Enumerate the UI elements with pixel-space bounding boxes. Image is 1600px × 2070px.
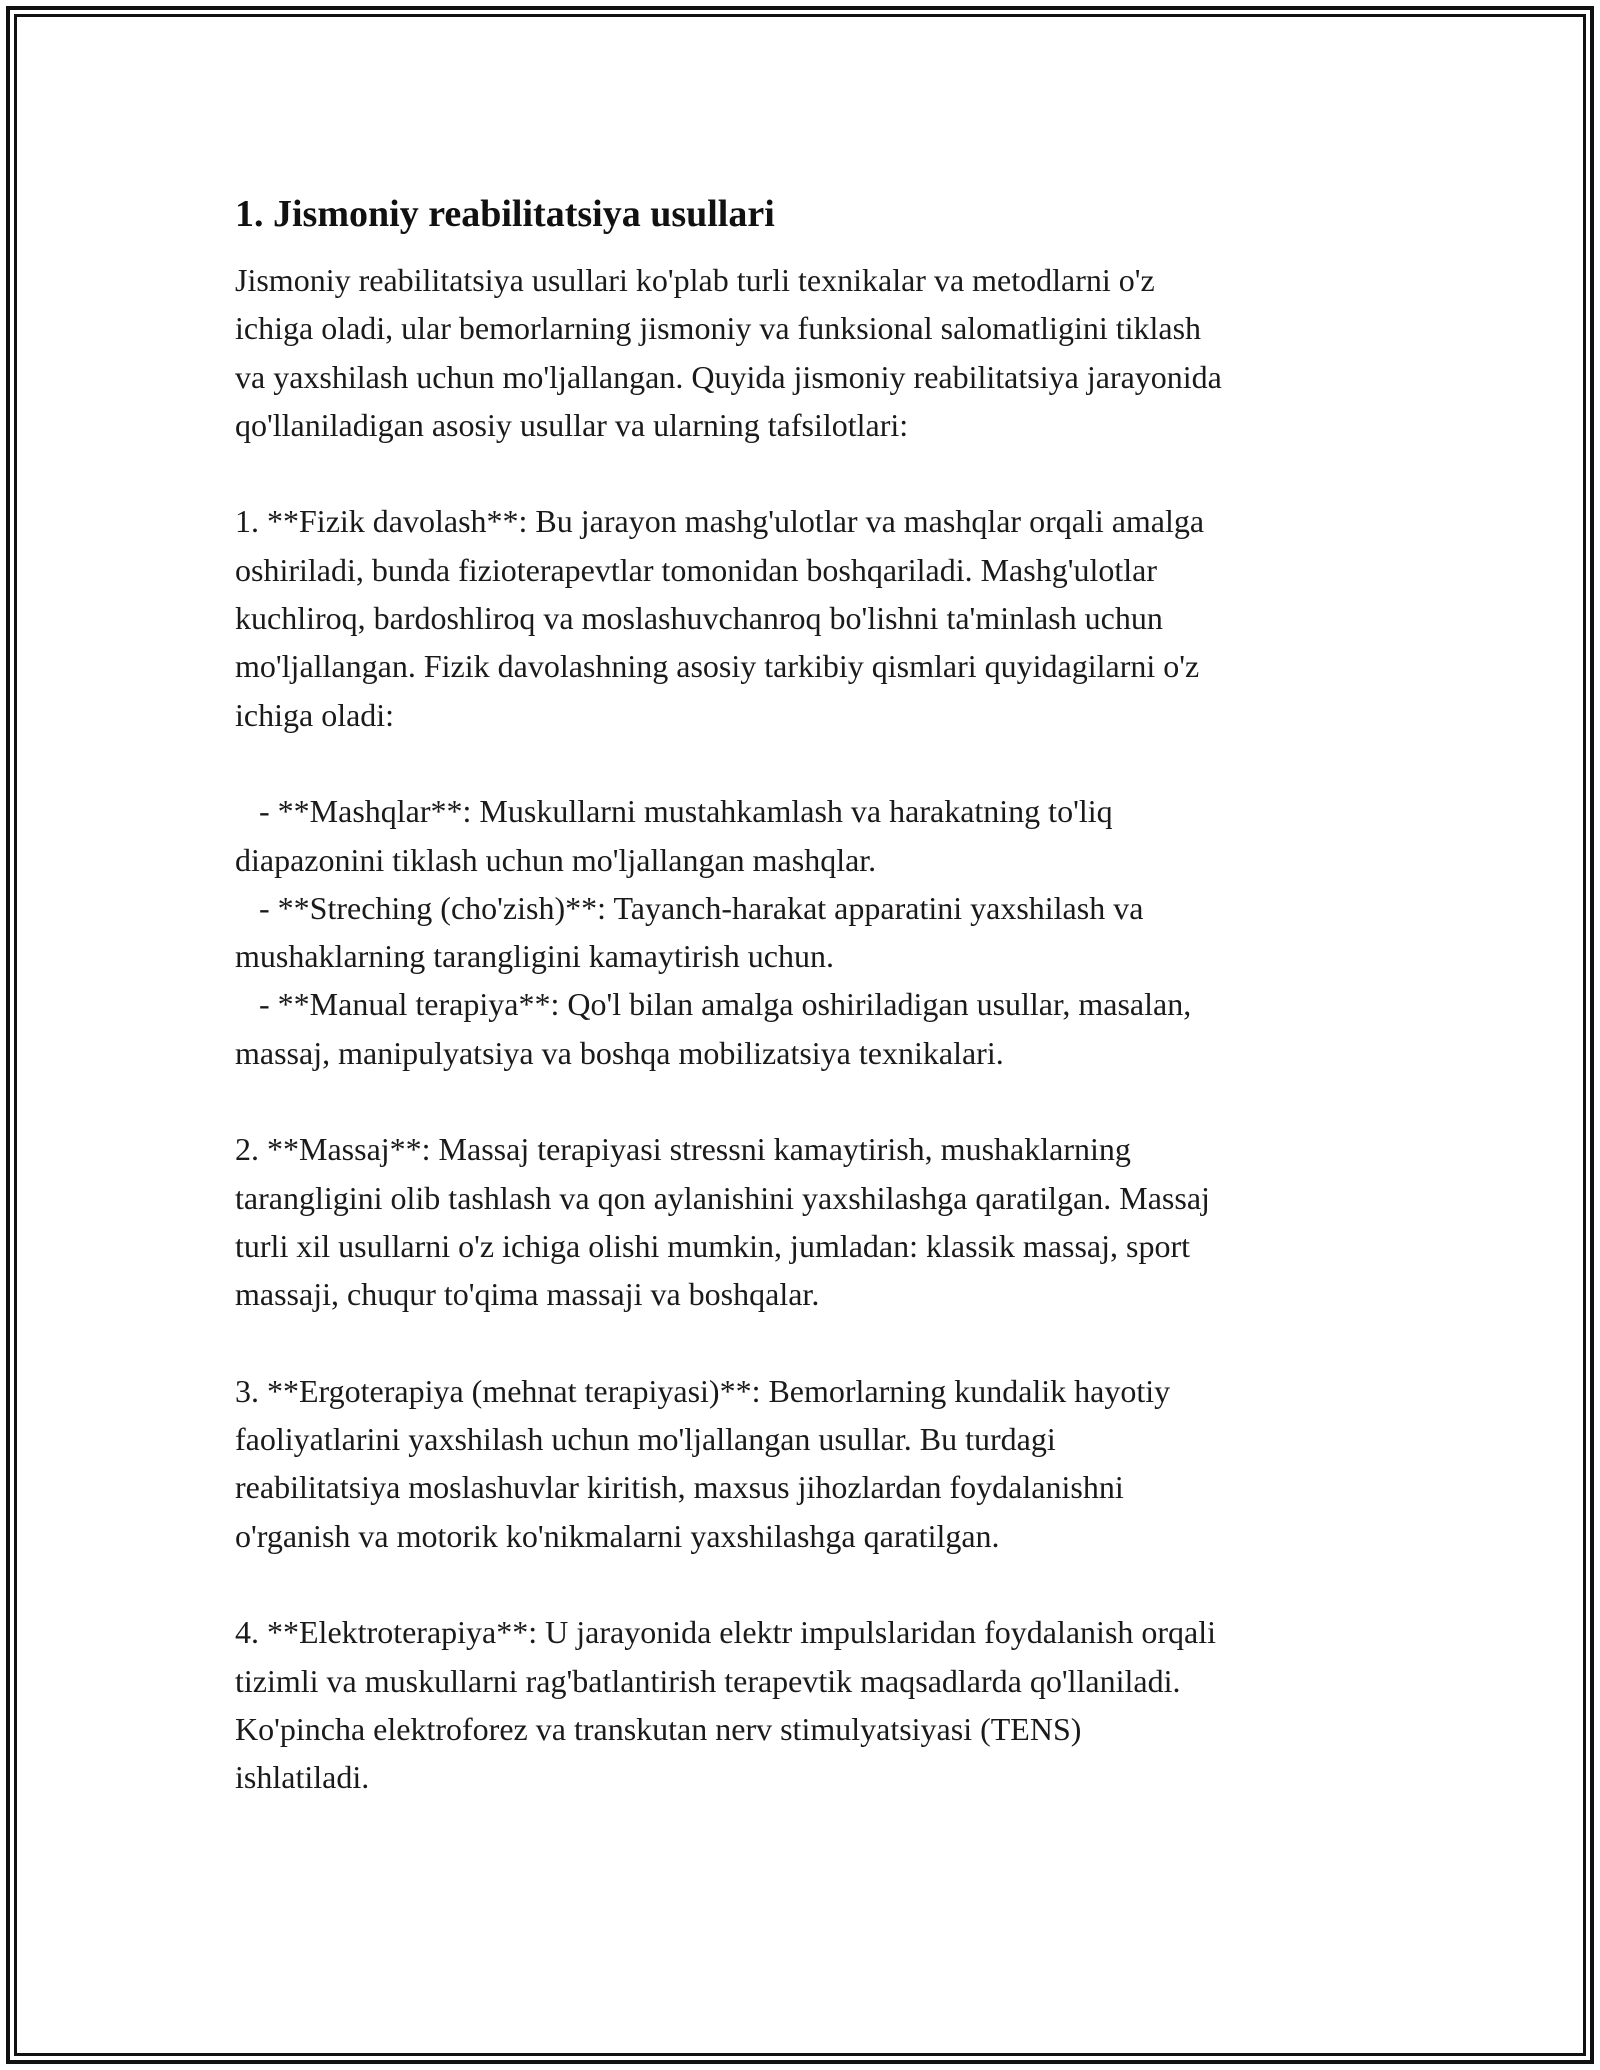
text-line: mo'ljallangan. Fizik davolashning asosiy tarkibiy qismlari quyidagilarni o'z [235, 648, 1200, 685]
paragraph [235, 497, 1365, 738]
text-line: ishlatiladi. [235, 1759, 370, 1796]
paragraph [235, 256, 1365, 449]
paragraph [235, 1125, 1365, 1318]
paragraph-gap [235, 1077, 1365, 1125]
text-line: - **Mashqlar**: Muskullarni mustahkamlash va harakatning to'liq [235, 793, 1113, 830]
text-line: ichiga oladi: [235, 696, 395, 733]
text-line: 1. **Fizik davolash**: Bu jarayon mashg'ulotlar va mashqlar orqali amalga [235, 503, 1205, 540]
document-body [235, 188, 1365, 1802]
paragraph [235, 1367, 1365, 1560]
paragraph [235, 787, 1365, 1077]
text-line: kuchliroq, bardoshliroq va moslashuvchanroq bo'lishni ta'minlash uchun [235, 600, 1163, 637]
text-line: massaji, chuqur to'qima massaji va boshqalar. [235, 1276, 820, 1313]
text-line: Ko'pincha elektroforez va transkutan nerv stimulyatsiyasi (TENS) [235, 1710, 1082, 1747]
text-line: mushaklarning tarangligini kamaytirish uchun. [235, 938, 834, 975]
text-line: Jismoniy reabilitatsiya usullari ko'plab turli texnikalar va metodlarni o'z [235, 262, 1155, 298]
section-heading: 1. Jismoniy reabilitatsiya usullari [235, 193, 775, 235]
text-line: qo'llaniladigan asosiy usullar va ularning tafsilotlari: [235, 406, 909, 443]
text-line: tarangligini olib tashlash va qon aylanishini yaxshilashga qaratilgan. Massaj [235, 1179, 1210, 1216]
text-line: va yaxshilash uchun mo'ljallangan. Quyida jismoniy reabilitatsiya jarayonida [235, 358, 1222, 395]
text-line: 4. **Elektroterapiya**: U jarayonida elektr impulslaridan foydalanish orqali [235, 1614, 1217, 1651]
text-line: tizimli va muskullarni rag'batlantirish terapevtik maqsadlarda qo'llaniladi. [235, 1662, 1181, 1699]
text-line: 3. **Ergoterapiya (mehnat terapiyasi)**: Bemorlarning kundalik hayotiy [235, 1372, 1171, 1409]
text-line: o'rganish va motorik ko'nikmalarni yaxshilashga qaratilgan. [235, 1517, 1000, 1554]
text-line: - **Manual terapiya**: Qo'l bilan amalga oshiriladigan usullar, masalan, [235, 986, 1192, 1023]
document-paragraphs [235, 256, 1365, 1802]
text-line: faoliyatlarini yaxshilash uchun mo'ljallangan usullar. Bu turdagi [235, 1421, 1056, 1458]
text-line: turli xil usullarni o'z ichiga olishi mumkin, jumladan: klassik massaj, sport [235, 1227, 1190, 1264]
paragraph-gap [235, 1319, 1365, 1367]
text-line: oshiriladi, bunda fizioterapevtlar tomonidan boshqariladi. Mashg'ulotlar [235, 551, 1157, 588]
paragraph-gap [235, 449, 1365, 497]
text-line: ichiga oladi, ular bemorlarning jismoniy va funksional salomatligini tiklash [235, 310, 1202, 347]
paragraph [235, 1608, 1365, 1801]
text-line: diapazonini tiklash uchun mo'ljallangan mashqlar. [235, 841, 877, 878]
paragraph-gap [235, 1560, 1365, 1608]
text-line: massaj, manipulyatsiya va boshqa mobilizatsiya texnikalari. [235, 1034, 1004, 1071]
text-line: 2. **Massaj**: Massaj terapiyasi stressni kamaytirish, mushaklarning [235, 1131, 1131, 1168]
paragraph-gap [235, 739, 1365, 787]
text-line: - **Streching (cho'zish)**: Tayanch-harakat apparatini yaxshilash va [235, 889, 1144, 926]
text-line: reabilitatsiya moslashuvlar kiritish, maxsus jihozlardan foydalanishni [235, 1469, 1124, 1506]
